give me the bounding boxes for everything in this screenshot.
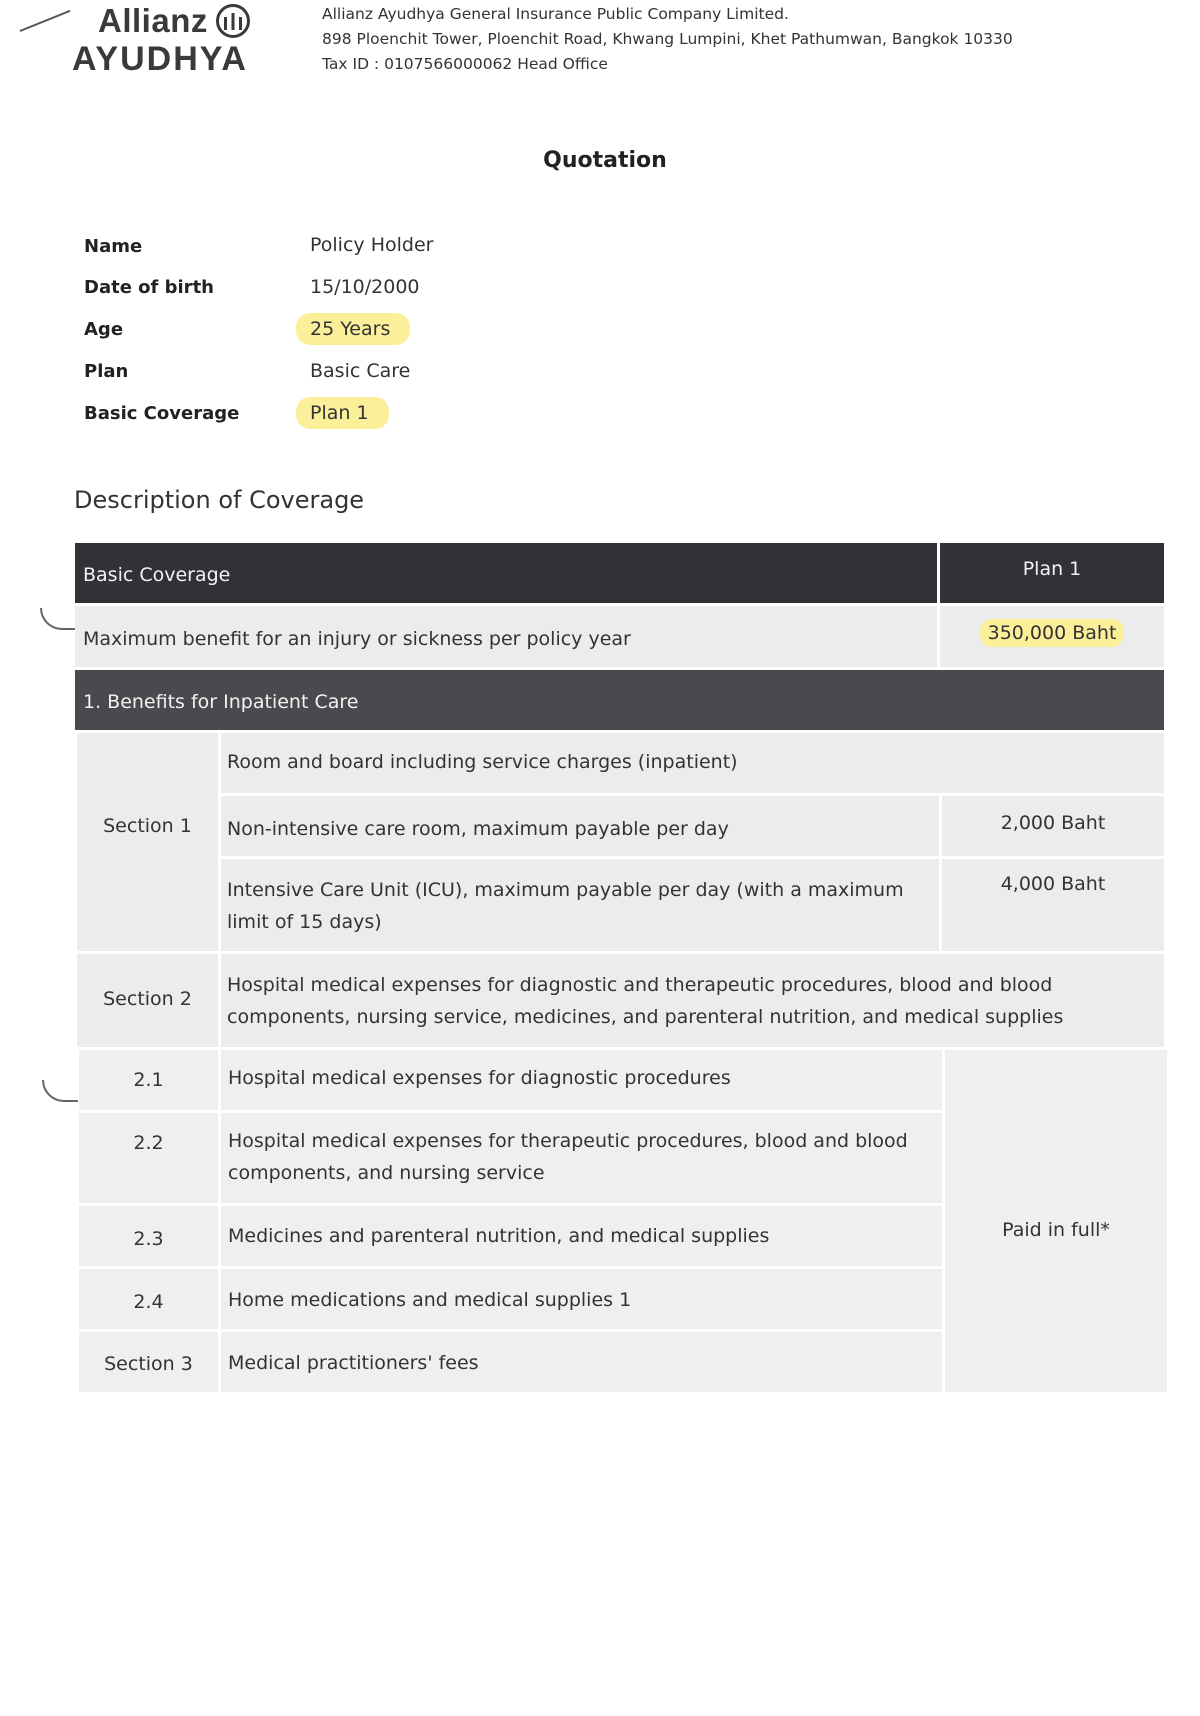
company-name: Allianz Ayudhya General Insurance Public Company Limited. bbox=[322, 5, 789, 23]
company-info bbox=[322, 2, 1013, 77]
benefits-heading: 1. Benefits for Inpatient Care bbox=[75, 670, 1164, 730]
basic-coverage-highlight: Plan 1 bbox=[296, 397, 389, 429]
table-header-label: Basic Coverage bbox=[75, 543, 937, 603]
section2-row4-desc: Home medications and medical supplies 1 bbox=[221, 1269, 942, 1329]
section1-row2-value: 2,000 Baht bbox=[942, 796, 1164, 856]
allianz-eagle-icon bbox=[216, 4, 250, 38]
max-benefit-value-cell bbox=[940, 606, 1164, 667]
margin-mark bbox=[42, 1080, 78, 1102]
max-benefit-label: Maximum benefit for an injury or sickness per policy year bbox=[75, 606, 937, 667]
section2-desc: Hospital medical expenses for diagnostic and therapeutic procedures, blood and blood components, nursing service, medicines, and parenteral nutrition, and medical supplies bbox=[221, 954, 1164, 1047]
section1-row1-desc: Room and board including service charges (inpatient) bbox=[221, 733, 1164, 793]
section1-row3-value: 4,000 Baht bbox=[942, 859, 1164, 951]
section2-row1-desc: Hospital medical expenses for diagnostic procedures bbox=[221, 1050, 942, 1110]
section2-row3-num: 2.3 bbox=[79, 1206, 218, 1266]
section2-row2-desc: Hospital medical expenses for therapeutic procedures, blood and blood components, and nursing service bbox=[221, 1113, 942, 1203]
section2-row3-desc: Medicines and parenteral nutrition, and medical supplies bbox=[221, 1206, 942, 1266]
margin-mark bbox=[40, 608, 76, 630]
max-benefit-value: 350,000 Baht bbox=[980, 619, 1125, 647]
logo-allianz bbox=[98, 2, 250, 40]
info-label-basic-coverage: Basic Coverage bbox=[84, 403, 240, 424]
section2-label: Section 2 bbox=[77, 954, 218, 1047]
info-label-plan: Plan bbox=[84, 361, 129, 382]
paid-in-full-cell: Paid in full* bbox=[945, 1050, 1167, 1392]
section3-label: Section 3 bbox=[79, 1332, 218, 1392]
section2-row4-num: 2.4 bbox=[79, 1269, 218, 1329]
info-label-age: Age bbox=[84, 319, 124, 340]
info-value-dob: 15/10/2000 bbox=[310, 276, 420, 298]
company-address: 898 Ploenchit Tower, Ploenchit Road, Khwang Lumpini, Khet Pathumwan, Bangkok 10330 bbox=[322, 30, 1013, 48]
company-tax-id: Tax ID : 0107566000062 Head Office bbox=[322, 55, 608, 73]
info-value-plan: Basic Care bbox=[310, 360, 411, 382]
section1-label: Section 1 bbox=[77, 733, 218, 951]
section3-desc: Medical practitioners' fees bbox=[221, 1332, 942, 1392]
info-value-basic-coverage bbox=[310, 402, 389, 424]
info-value-name: Policy Holder bbox=[310, 234, 434, 256]
table-header-plan: Plan 1 bbox=[940, 543, 1164, 603]
document-title: Quotation bbox=[543, 148, 667, 173]
info-value-age bbox=[310, 318, 410, 340]
section1-row3-desc: Intensive Care Unit (ICU), maximum payable per day (with a maximum limit of 15 days) bbox=[221, 859, 939, 951]
logo-swoosh bbox=[20, 10, 71, 32]
logo-ayudhya: AYUDHYA bbox=[72, 40, 248, 78]
logo-allianz-text: Allianz bbox=[98, 2, 208, 39]
section2-row1-num: 2.1 bbox=[79, 1050, 218, 1110]
section2-row2-num: 2.2 bbox=[79, 1113, 218, 1203]
section-heading: Description of Coverage bbox=[74, 486, 365, 514]
info-label-dob: Date of birth bbox=[84, 277, 214, 298]
info-label-name: Name bbox=[84, 236, 143, 257]
age-highlight: 25 Years bbox=[296, 313, 410, 345]
section1-row2-desc: Non-intensive care room, maximum payable per day bbox=[221, 796, 939, 856]
